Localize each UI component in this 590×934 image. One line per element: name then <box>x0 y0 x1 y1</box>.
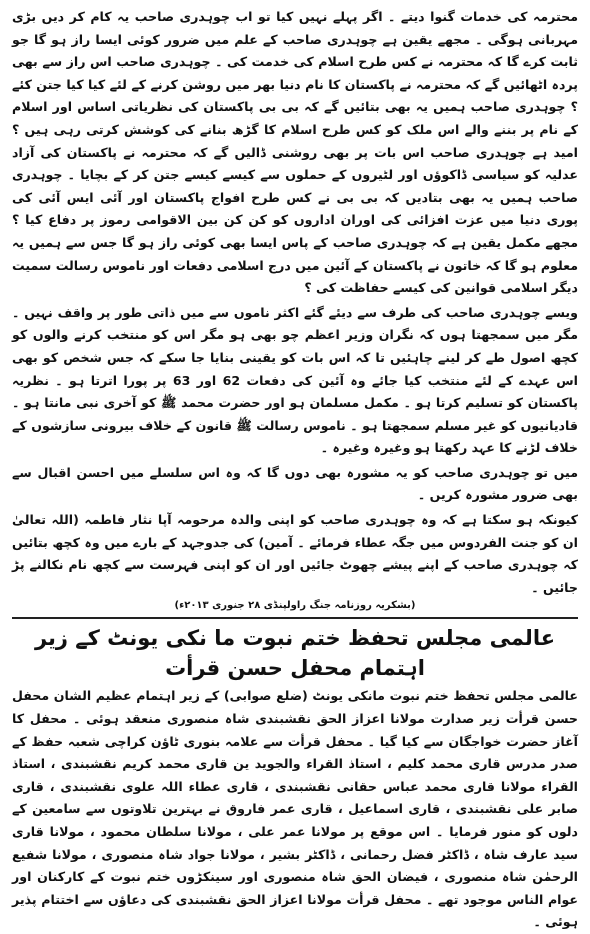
news-headline: عالمی مجلس تحفظ ختم نبوت ما نکی یونٹ کے زیر اہتمام محفل حسن قرأت <box>34 626 556 681</box>
news-body: عالمی مجلس تحفظ ختم نبوت مانکی یونٹ (ضلع صوابی) کے زیر اہتمام عظیم الشان محفل حسن قرأت زیر صدارت مولانا اعزاز الحق نقشبندی شاہ منصوری منعقد ہوئی ۔ محفل کا آغاز حضرت خواجگان سے کیا گیا ۔ محفل قرأت سے علامہ بنوری ٹاؤن کراچی شعبہ حفظ کے صدر مدرس قاری محمد کلیم ، استاذ القراء والجوید ین قاری محمد کریم نقشبندی ، استاذ القراء مولانا قاری محمد عباس حقانی نقشبندی ، قاری عطاء اللہ علوی نقشبندی ، قاری صابر علی نقشبندی ، قاری اسماعیل ، قاری عمر فاروق نے بہترین تلاوتوں سے سامعین کے دلوں کو منور فرمایا ۔ اس موقع پر مولانا عمر علی ، مولانا سلطان محمود ، مولانا قاری سید عارف شاہ ، ڈاکٹر فضل رحمانی ، ڈاکٹر بشیر ، مولانا جواد شاہ منصوری ، مولانا شفیع الرحمٰن شاہ منصوری ، فیضان الحق شاہ منصوری اور سینکڑوں ختم نبوت کے کارکنان اور عوام الناس موجود تھے ۔ محفل قرأت مولانا اعزاز الحق نقشبندی کی دعاؤں سے اختتام پذیر ہوئی ۔ <box>12 688 578 930</box>
article-paragraph-4: کیونکہ ہو سکتا ہے کہ وہ چوہدری صاحب کو اپنی والدہ مرحومہ آپا نثار فاطمہ (اللہ تعالیٰ ان کو جنت الفردوس میں جگہ عطاء فرمائے ۔ آمین) کی جدوجہد کے بارے میں وہ کچھ بتائیں کہ چوہدری صاحب کے اپنے پیشے چھوٹ جائیں اور ان کو اپنی فہرست سے کچھ نام نکالنے پڑ جائیں ۔ <box>12 512 578 595</box>
article-paragraph-1: محترمہ کی خدمات گنوا دیتے ۔ اگر پہلے نہیں کیا تو اب چوہدری صاحب یہ کام کر دیں بڑی مہربانی ہوگی ۔ مجھے یقین ہے چوہدری صاحب کے علم میں ضرور کوئی ایسا راز ہو گا جو ثابت کرے گا کہ محترمہ نے کس طرح اسلام کی خدمت کی ۔ چوہدری صاحب اس راز سے بھی پردہ اٹھائیں گے کہ محترمہ نے پاکستان کا نام دنیا بھر میں روشن کرنے کے لئے کیا کیا جتن کئے ؟ چوہدری صاحب ہمیں یہ بھی بتائیں گے کہ بی بی پاکستان کی نظریاتی اساس اور اسلام کے نام پر بننے والے اس ملک کو کس طرح اسلام کا گڑھ بنانے کی کوشش کرتی رہی ہیں ؟ امید ہے چوہدری صاحب اس بات پر بھی روشنی ڈالیں گے کہ محترمہ نے پاکستان کی آزاد عدلیہ کو سیاسی ڈاکوؤں اور لٹیروں کے حملوں سے کیسے کیسے جتن کر کے بچایا ۔ چوہدری صاحب ہمیں یہ بھی بتادیں کہ بی بی نے کس طرح افواج پاکستان اور آئی ایس آئی کی پوری دنیا میں عزت افزائی کی اوران اداروں کو کن کن بین الاقوامی رموز پر دفاع کیا ؟ مجھے مکمل یقین ہے کہ چوہدری صاحب کے پاس ایسا بھی کوئی راز ہو گا جس سے ہمیں یہ معلوم ہو گا کہ خاتون نے پاکستان کے آئین میں درج اسلامی دفعات اور ناموس رسالت سمیت دیگر اسلامی قوانین کی کیسے حفاظت کی ؟ <box>12 9 578 296</box>
news-section <box>12 685 578 934</box>
section-divider <box>12 617 578 619</box>
article <box>12 6 578 599</box>
article-paragraph-3: میں تو چوہدری صاحب کو یہ مشورہ بھی دوں گا کہ وہ اس سلسلے میں احسن اقبال سے بھی ضرور مشورہ کریں ۔ <box>12 464 578 503</box>
article-paragraph-2: ویسے چوہدری صاحب کی طرف سے دیئے گئے اکثر ناموں سے میں ذاتی طور پر واقف نہیں ۔ مگر میں سمجھتا ہوں کہ نگران وزیر اعظم چو بھی ہو مگر اس کو منتخب کرنے والوں کو کچھ اصول طے کر لینے چاہئیں تا کہ اس بات کو یقینی بنایا جا سکے کہ جس شخص کو بھی اس عہدے کے لئے منتخب کیا جائے وہ آئین کی دفعات 62 اور 63 پر پورا اترتا ہو ۔ نظریہ پاکستان کو تسلیم کرتا ہو ۔ مکمل مسلمان ہو اور حضرت محمد ﷺ کو آخری نبی مانتا ہو ۔ قادیانیوں کو غیر مسلم سمجھتا ہو ۔ ناموس رسالت ﷺ قانون کے خلاف بیرونی سازشوں کے خلاف لڑنے کا عہد رکھتا ہو وغیرہ وغیرہ ۔ <box>12 304 578 456</box>
article-credit: (بشکریہ روزنامہ جنگ راولپنڈی ۲۸ جنوری ۲۰۱۳ء) <box>174 600 416 612</box>
